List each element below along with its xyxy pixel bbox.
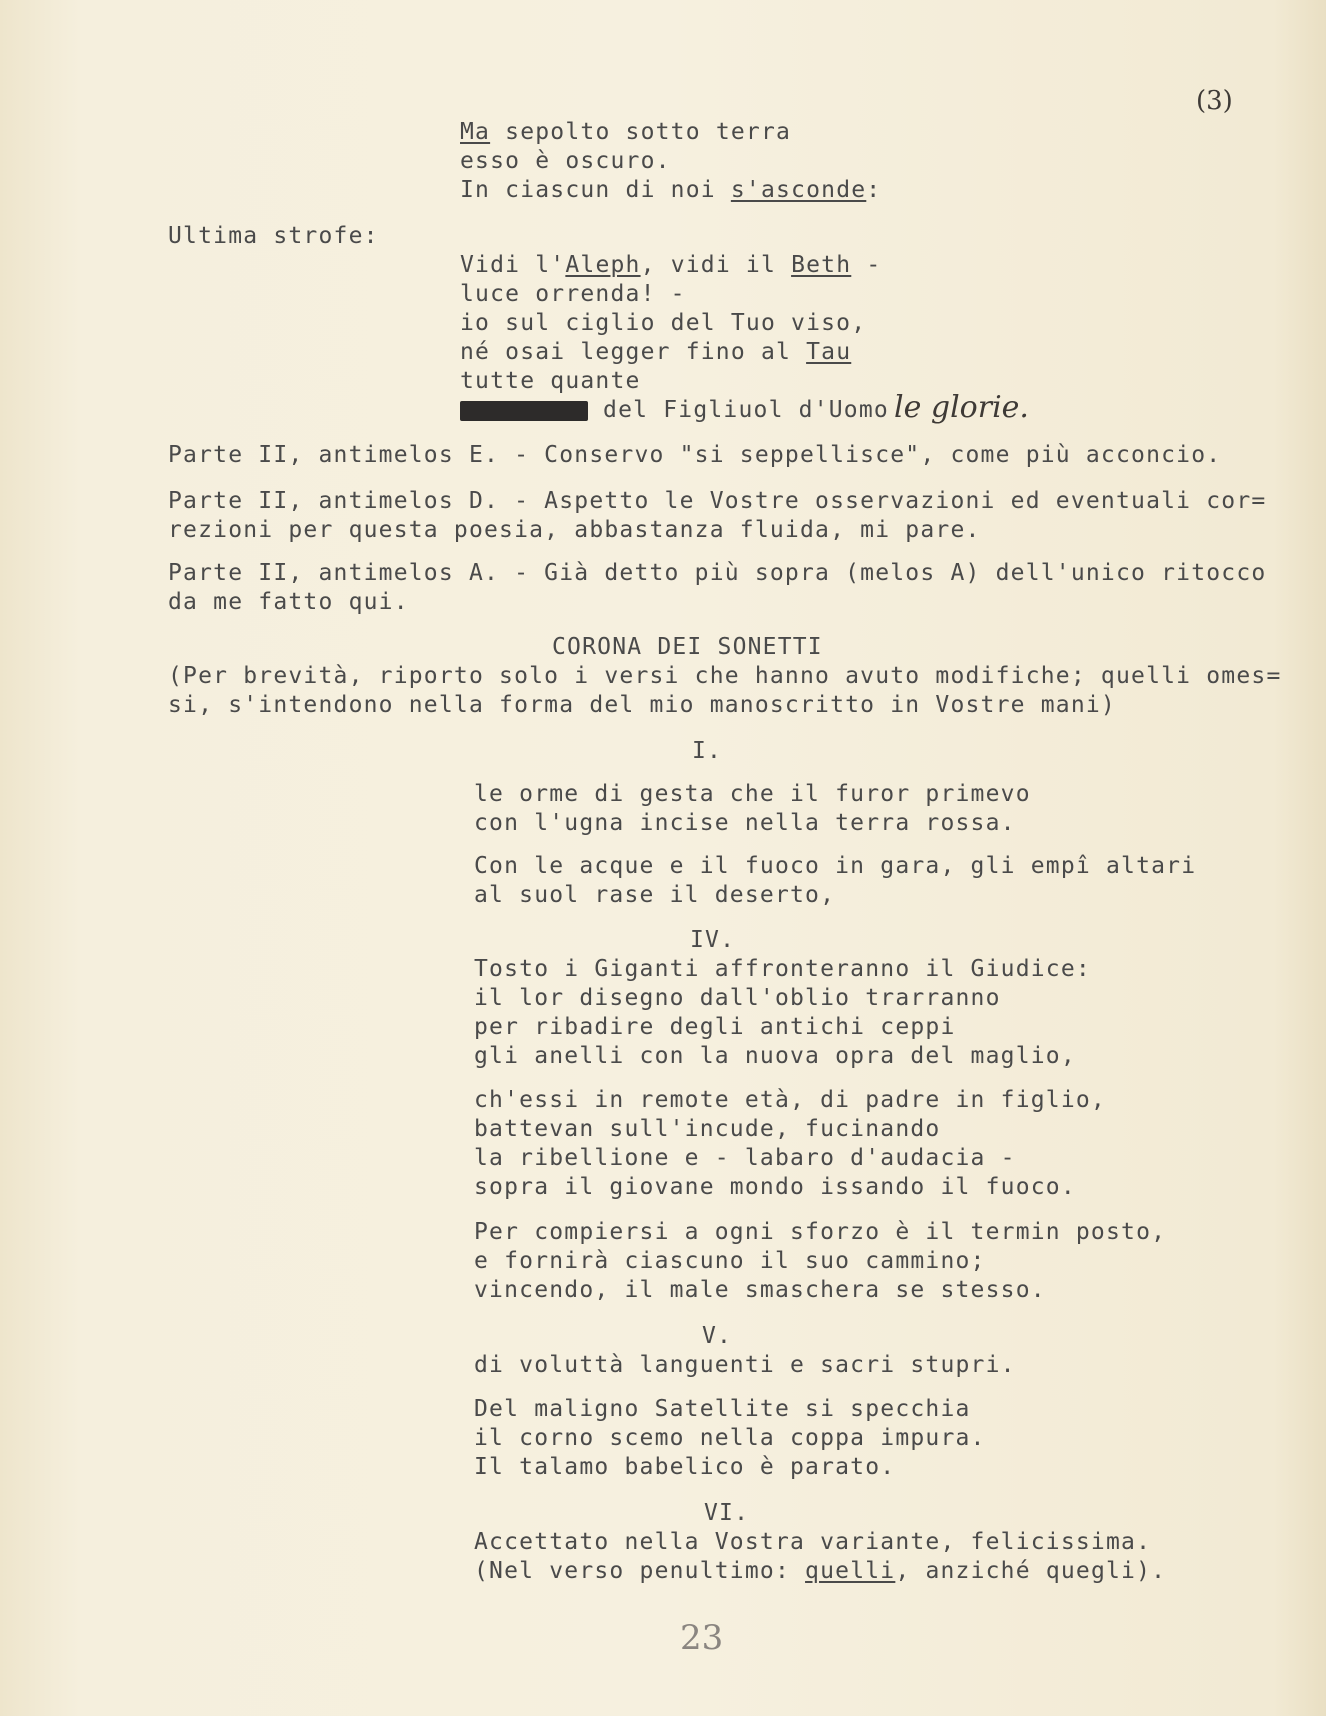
underlined-word: quelli (805, 1558, 896, 1584)
sonnet-i-line-3: Con le acque e il fuoco in gara, gli empî altari (474, 853, 1197, 879)
sonnet-iv-line-7: la ribellione e - labaro d'audacia - (474, 1145, 1016, 1171)
stanza-text: sepolto sotto terra (490, 119, 792, 145)
sonnet-v-line-4: Il talamo babelico è parato. (474, 1454, 896, 1480)
ultima-line-1 (460, 251, 881, 280)
handwritten-page-number: 23 (680, 1618, 724, 1658)
sonnet-iv-line-8: sopra il giovane mondo issando il fuoco. (474, 1174, 1076, 1200)
corona-note-line2: si, s'intendono nella forma del mio manoscritto in Vostre mani) (168, 692, 1116, 718)
ultima-line-5: tutte quante (460, 368, 641, 394)
verse-text: - (851, 252, 882, 278)
sonnet-iv-line-1: Tosto i Giganti affronteranno il Giudice: (474, 956, 1091, 982)
underlined-word: Tau (806, 339, 852, 365)
verse-text: Vidi l' (460, 252, 566, 278)
sonnet-numeral-iv: IV. (690, 927, 736, 953)
corona-note-line1: (Per brevità, riporto solo i versi che hanno avuto modifiche; quelli omes= (168, 663, 1282, 689)
sonnet-iv-line-2: il lor disegno dall'oblio trarranno (474, 985, 1001, 1011)
sonnet-i-line-1: le orme di gesta che il furor primevo (474, 781, 1031, 807)
page-marker: (3) (1196, 86, 1233, 116)
ultima-label: Ultima strofe: (168, 223, 379, 249)
sonnet-numeral-v: V. (702, 1323, 733, 1349)
sonnet-iv-line-3: per ribadire degli antichi ceppi (474, 1014, 956, 1040)
stanza-line-1 (460, 118, 791, 147)
verse-text: , vidi il (640, 252, 792, 278)
stanza-text: : (866, 177, 882, 203)
sonnet-numeral-i: I. (692, 738, 723, 764)
note-parte-e: Parte II, antimelos E. - Conservo "si seppellisce", come più acconcio. (168, 442, 1222, 468)
note-parte-d-line1: Parte II, antimelos D. - Aspetto le Vostre osservazioni ed eventuali cor= (168, 488, 1267, 514)
ultima-line-3: io sul ciglio del Tuo viso, (460, 310, 867, 336)
sonnet-v-line-1: di voluttà languenti e sacri stupri. (474, 1352, 1016, 1378)
sonnet-vi-line-2 (474, 1557, 1166, 1586)
ultima-line-2: luce orrenda! - (460, 281, 686, 307)
ultima-line-6 (460, 396, 889, 425)
verse-text: (Nel verso penultimo: (474, 1558, 806, 1584)
note-parte-a-line2: da me fatto qui. (168, 589, 409, 615)
sonnet-iv-line-4: gli anelli con la nuova opra del maglio, (474, 1043, 1076, 1069)
stanza-line-3 (460, 176, 881, 205)
sonnet-i-line-2: con l'ugna incise nella terra rossa. (474, 810, 1016, 836)
sonnet-iv-line-11: vincendo, il male smaschera se stesso. (474, 1277, 1046, 1303)
stanza-line-2: esso è oscuro. (460, 148, 671, 174)
sonnet-v-line-2: Del maligno Satellite si specchia (474, 1396, 971, 1422)
handwritten-correction: le glorie. (894, 390, 1029, 425)
sonnet-iv-line-5: ch'essi in remote età, di padre in figlio, (474, 1087, 1106, 1113)
underlined-word: Ma (460, 119, 491, 145)
verse-text: del Figliuol d'Uomo (588, 397, 889, 423)
corona-title: CORONA DEI SONETTI (552, 634, 823, 660)
note-parte-d-line2: rezioni per questa poesia, abbastanza fluida, mi pare. (168, 517, 981, 543)
stanza-text: In ciascun di noi (460, 177, 731, 203)
sonnet-v-line-3: il corno scemo nella coppa impura. (474, 1425, 986, 1451)
underlined-word: s'asconde (730, 177, 867, 203)
underlined-word: Aleph (565, 252, 641, 278)
verse-text: né osai legger fino al (460, 339, 807, 365)
sonnet-i-line-4: al suol rase il deserto, (474, 882, 836, 908)
sonnet-numeral-vi: VI. (704, 1500, 750, 1526)
sonnet-iv-line-9: Per compiersi a ogni sforzo è il termin posto, (474, 1219, 1167, 1245)
struck-out-word (460, 401, 588, 421)
sonnet-vi-line-1: Accettato nella Vostra variante, felicissima. (474, 1529, 1152, 1555)
verse-text: , anziché quegli). (895, 1558, 1167, 1584)
note-parte-a-line1: Parte II, antimelos A. - Già detto più sopra (melos A) dell'unico ritocco (168, 560, 1267, 586)
sonnet-iv-line-10: e fornirà ciascuno il suo cammino; (474, 1248, 986, 1274)
ultima-line-4 (460, 338, 851, 367)
underlined-word: Beth (791, 252, 852, 278)
sonnet-iv-line-6: battevan sull'incude, fucinando (474, 1116, 941, 1142)
